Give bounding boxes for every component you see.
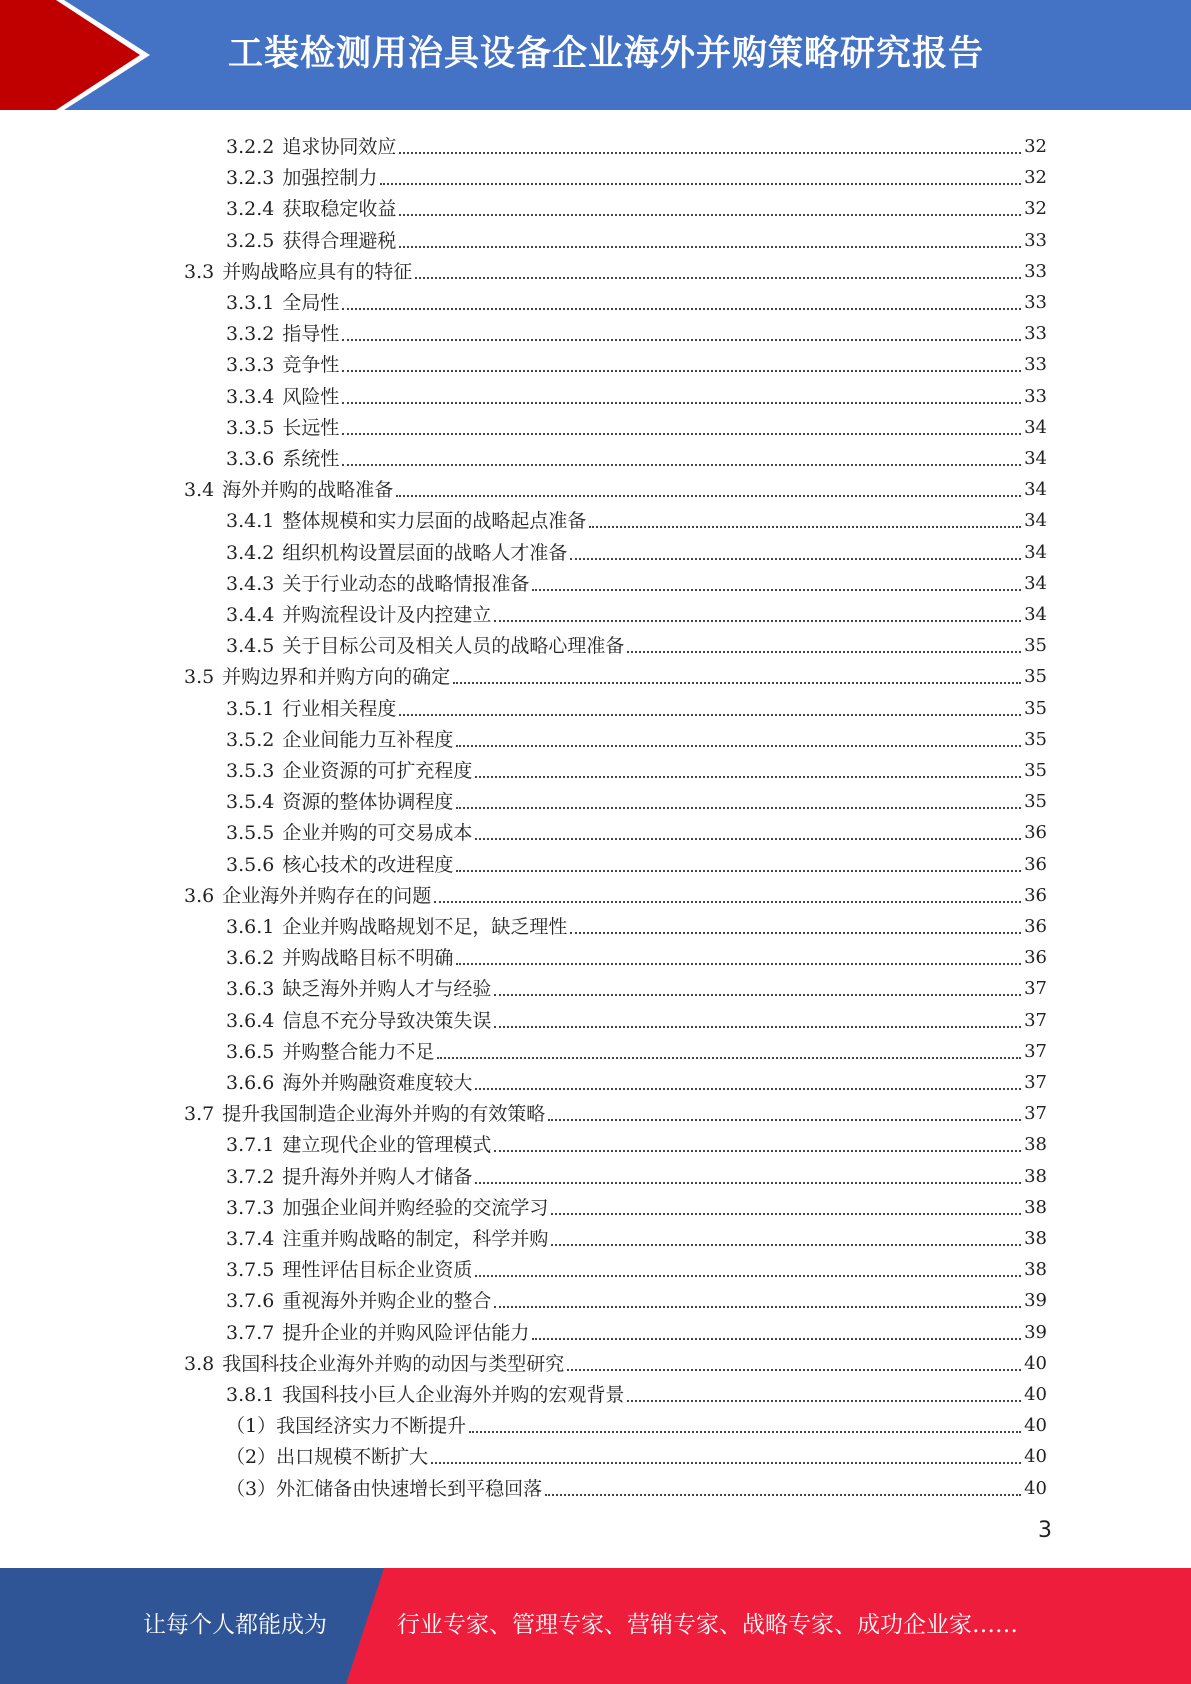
toc-entry-title: 企业并购的可交易成本 — [282, 822, 473, 845]
toc-entry[interactable] — [184, 1095, 1047, 1126]
toc-entry-number: 3.6 — [184, 884, 215, 907]
toc-entry-number: 3.7.1 — [226, 1134, 275, 1157]
toc-entry[interactable] — [226, 284, 1047, 315]
toc-entry-page: 38 — [1024, 1165, 1047, 1187]
toc-dot-leader — [570, 558, 1021, 560]
toc-entry[interactable] — [226, 502, 1047, 533]
toc-entry-number: 3.7.7 — [226, 1321, 275, 1344]
toc-entry-number: （1） — [226, 1415, 277, 1438]
toc-entry-number: 3.5.3 — [226, 760, 275, 782]
toc-entry-title: 建立现代企业的管理模式 — [282, 1134, 492, 1157]
toc-entry-page: 36 — [1024, 884, 1047, 906]
toc-dot-leader — [551, 1244, 1021, 1246]
toc-dot-leader — [475, 1182, 1021, 1184]
toc-dot-leader — [456, 745, 1021, 747]
toc-entry-number: 3.7.2 — [226, 1165, 275, 1188]
toc-dot-leader — [380, 183, 1021, 185]
toc-entry-title: 获得合理避税 — [282, 229, 397, 252]
toc-entry-page: 33 — [1024, 292, 1047, 313]
toc-entry-title: 外汇储备由快速增长到平稳回落 — [276, 1477, 543, 1500]
toc-entry[interactable] — [226, 159, 1047, 190]
toc-entry-number: 3.6.6 — [226, 1072, 275, 1094]
toc-entry-number: 3.4.1 — [226, 510, 275, 533]
toc-dot-leader — [399, 246, 1021, 248]
toc-entry-title: 组织机构设置层面的战略人才准备 — [282, 541, 568, 564]
toc-entry-page: 39 — [1024, 1321, 1047, 1343]
toc-entry-number: 3.8 — [184, 1352, 215, 1375]
toc-entry-title: 资源的整体协调程度 — [282, 791, 454, 814]
toc-dot-leader — [342, 308, 1021, 310]
toc-entry-page: 39 — [1024, 1290, 1047, 1312]
toc-entry-number: 3.6.3 — [226, 978, 275, 1001]
toc-entry-number: 3.8.1 — [226, 1384, 275, 1406]
toc-entry[interactable] — [226, 627, 1047, 658]
toc-entry-title: 出口规模不断扩大 — [276, 1446, 429, 1469]
toc-entry-number: 3.4.2 — [226, 541, 275, 564]
toc-entry-title: 风险性 — [282, 385, 340, 408]
toc-entry[interactable] — [226, 1314, 1047, 1345]
toc-entry-number: 3.5.1 — [226, 697, 275, 720]
toc-dot-leader — [494, 1026, 1021, 1028]
toc-entry-title: 指导性 — [282, 323, 340, 346]
toc-entry-page: 33 — [1024, 229, 1047, 251]
toc-entry-page: 37 — [1024, 1009, 1047, 1031]
toc-entry[interactable] — [184, 1345, 1047, 1376]
page-number: 3 — [1038, 1518, 1052, 1543]
toc-dot-leader — [342, 370, 1021, 372]
toc-entry[interactable] — [226, 970, 1047, 1001]
toc-dot-leader — [342, 402, 1021, 404]
toc-entry-page: 36 — [1024, 853, 1047, 875]
toc-entry[interactable] — [226, 440, 1047, 471]
toc-entry[interactable] — [226, 1002, 1047, 1033]
toc-entry-title: 海外并购融资难度较大 — [282, 1072, 473, 1094]
toc-entry-number: 3.6.1 — [226, 916, 275, 938]
toc-entry[interactable] — [226, 1220, 1047, 1251]
toc-entry-page: 34 — [1024, 416, 1047, 438]
toc-entry[interactable] — [184, 877, 1047, 908]
toc-entry-title: 系统性 — [282, 448, 340, 470]
toc-entry-title: 整体规模和实力层面的战略起点准备 — [282, 510, 587, 533]
toc-dot-leader — [342, 339, 1021, 341]
toc-entry[interactable] — [226, 1470, 1047, 1501]
toc-entry-title: 提升我国制造企业海外并购的有效策略 — [222, 1103, 546, 1126]
toc-dot-leader — [494, 994, 1021, 996]
footer-slogan-right: 行业专家、管理专家、营销专家、战略专家、成功企业家…… — [397, 1612, 1018, 1638]
toc-entry-number: 3.5.5 — [226, 822, 275, 845]
toc-dot-leader — [399, 214, 1021, 216]
toc-entry-number: 3.5.2 — [226, 728, 275, 751]
toc-entry-title: 并购战略应具有的特征 — [222, 260, 413, 283]
toc-entry-page: 40 — [1024, 1384, 1047, 1405]
toc-entry[interactable] — [226, 596, 1047, 627]
toc-entry[interactable] — [226, 315, 1047, 346]
toc-entry-title: 缺乏海外并购人才与经验 — [282, 978, 492, 1001]
toc-dot-leader — [396, 495, 1021, 497]
toc-entry[interactable] — [226, 1033, 1047, 1064]
toc-entry-number: 3.3.5 — [226, 416, 275, 439]
toc-entry-title: 并购战略目标不明确 — [282, 947, 454, 970]
toc-entry-number: 3.2.4 — [226, 198, 275, 221]
toc-entry-page: 37 — [1024, 978, 1047, 1000]
toc-entry-title: 并购边界和并购方向的确定 — [222, 666, 451, 689]
toc-entry-number: 3.5.4 — [226, 791, 275, 814]
toc-entry-number: 3.7.6 — [226, 1290, 275, 1313]
toc-entry-number: 3.6.4 — [226, 1009, 275, 1032]
toc-entry[interactable] — [226, 908, 1047, 939]
toc-dot-leader — [494, 620, 1021, 622]
toc-entry-title: 注重并购战略的制定，科学并购 — [282, 1228, 549, 1250]
toc-entry-page: 40 — [1024, 1477, 1047, 1499]
toc-entry-title: 海外并购的战略准备 — [222, 479, 394, 502]
toc-entry-page: 34 — [1024, 479, 1047, 501]
toc-entry-page: 38 — [1024, 1228, 1047, 1249]
toc-entry-number: （2） — [226, 1446, 277, 1469]
toc-entry-page: 38 — [1024, 1134, 1047, 1156]
toc-entry-title: 并购整合能力不足 — [282, 1040, 435, 1063]
toc-entry-page: 37 — [1024, 1040, 1047, 1062]
toc-entry-title: 竞争性 — [282, 354, 340, 377]
toc-dot-leader — [399, 714, 1021, 716]
toc-entry-page: 35 — [1024, 697, 1047, 719]
toc-entry[interactable] — [226, 565, 1047, 596]
toc-entry-number: （3） — [226, 1477, 277, 1500]
toc-entry-title: 全局性 — [282, 292, 340, 314]
toc-entry-title: 提升海外并购人才储备 — [282, 1165, 473, 1188]
toc-entry-page: 35 — [1024, 666, 1047, 688]
toc-dot-leader — [532, 589, 1021, 591]
toc-entry-number: 3.4.4 — [226, 604, 275, 626]
toc-entry-number: 3.5.6 — [226, 853, 275, 876]
toc-entry-page: 34 — [1024, 572, 1047, 594]
toc-entry-page: 32 — [1024, 167, 1047, 189]
toc-dot-leader — [456, 963, 1021, 965]
toc-dot-leader — [342, 464, 1021, 466]
toc-dot-leader — [627, 1400, 1021, 1402]
toc-dot-leader — [475, 838, 1021, 840]
toc-dot-leader — [437, 1057, 1021, 1059]
toc-entry-page: 33 — [1024, 323, 1047, 345]
toc-entry-title: 我国科技小巨人企业海外并购的宏观背景 — [282, 1384, 625, 1406]
toc-entry-title: 长远性 — [282, 416, 340, 439]
toc-entry-number: 3.3 — [184, 260, 215, 283]
toc-entry-page: 38 — [1024, 1196, 1047, 1218]
toc-entry[interactable] — [226, 378, 1047, 409]
toc-entry-page: 36 — [1024, 822, 1047, 844]
toc-entry[interactable] — [226, 1407, 1047, 1438]
toc-entry[interactable] — [226, 409, 1047, 440]
toc-entry-number: 3.4.3 — [226, 572, 275, 595]
toc-entry-page: 34 — [1024, 604, 1047, 625]
toc-dot-leader — [342, 433, 1021, 435]
toc-entry-page: 34 — [1024, 448, 1047, 469]
toc-entry-number: 3.4.5 — [226, 635, 275, 658]
toc-entry-page: 40 — [1024, 1415, 1047, 1437]
toc-entry-title: 重视海外并购企业的整合 — [282, 1290, 492, 1313]
toc-entry[interactable] — [226, 190, 1047, 221]
toc-entry-title: 理性评估目标企业资质 — [282, 1259, 473, 1282]
toc-entry-number: 3.2.5 — [226, 229, 275, 252]
toc-entry-number: 3.4 — [184, 479, 215, 502]
toc-entry-number: 3.7.5 — [226, 1259, 275, 1282]
toc-entry[interactable] — [226, 752, 1047, 783]
toc-dot-leader — [434, 901, 1021, 903]
toc-entry[interactable] — [226, 1282, 1047, 1313]
toc-entry-page: 33 — [1024, 385, 1047, 407]
toc-entry-page: 35 — [1024, 760, 1047, 781]
toc-entry[interactable] — [226, 690, 1047, 721]
toc-entry-title: 我国科技企业海外并购的动因与类型研究 — [222, 1352, 565, 1375]
toc-dot-leader — [456, 807, 1021, 809]
toc-entry-page: 32 — [1024, 136, 1047, 157]
toc-dot-leader — [475, 1275, 1021, 1277]
toc-entry[interactable] — [226, 1251, 1047, 1282]
toc-entry-title: 追求协同效应 — [282, 136, 397, 158]
toc-entry[interactable] — [226, 1376, 1047, 1407]
toc-dot-leader — [494, 1306, 1021, 1308]
toc-entry-number: 3.5 — [184, 666, 215, 689]
toc-entry-page: 36 — [1024, 916, 1047, 937]
toc-dot-leader — [494, 1150, 1021, 1152]
chevron-arrow-icon — [0, 0, 160, 110]
toc-entry-title: 核心技术的改进程度 — [282, 853, 454, 876]
toc-entry[interactable] — [226, 1158, 1047, 1189]
toc-entry-page: 40 — [1024, 1352, 1047, 1374]
toc-entry[interactable] — [184, 253, 1047, 284]
toc-dot-leader — [431, 1462, 1021, 1464]
toc-entry-title: 行业相关程度 — [282, 697, 397, 720]
toc-entry-title: 关于目标公司及相关人员的战略心理准备 — [282, 635, 625, 658]
toc-dot-leader — [567, 1369, 1021, 1371]
toc-dot-leader — [545, 1494, 1021, 1496]
toc-entry[interactable] — [226, 222, 1047, 253]
toc-dot-leader — [453, 682, 1021, 684]
toc-dot-leader — [570, 932, 1021, 934]
toc-entry[interactable] — [226, 939, 1047, 970]
toc-entry[interactable] — [226, 783, 1047, 814]
toc-dot-leader — [475, 776, 1021, 778]
toc-dot-leader — [627, 651, 1021, 653]
toc-entry-number: 3.3.3 — [226, 354, 275, 377]
toc-entry-number: 3.3.4 — [226, 385, 275, 408]
toc-entry-number: 3.7.4 — [226, 1228, 275, 1250]
toc-dot-leader — [589, 526, 1021, 528]
toc-dot-leader — [551, 1213, 1021, 1215]
header-banner — [0, 0, 1191, 110]
toc-entry-page: 40 — [1024, 1446, 1047, 1468]
toc-entry-page: 34 — [1024, 510, 1047, 532]
toc-entry-title: 获取稳定收益 — [282, 198, 397, 221]
toc-entry[interactable] — [184, 471, 1047, 502]
toc-entry-title: 我国经济实力不断提升 — [276, 1415, 467, 1438]
toc-entry-title: 信息不充分导致决策失误 — [282, 1009, 492, 1032]
toc-entry[interactable] — [226, 1189, 1047, 1220]
toc-dot-leader — [456, 870, 1021, 872]
toc-entry-number: 3.7 — [184, 1103, 215, 1126]
footer-slogan-left: 让每个人都能成为 — [143, 1612, 327, 1638]
toc-entry-number: 3.7.3 — [226, 1196, 275, 1219]
toc-entry-page: 33 — [1024, 354, 1047, 376]
toc-entry[interactable] — [226, 346, 1047, 377]
toc-dot-leader — [415, 277, 1021, 279]
toc-entry-page: 32 — [1024, 198, 1047, 220]
toc-entry[interactable] — [226, 846, 1047, 877]
toc-entry-title: 企业资源的可扩充程度 — [282, 760, 473, 782]
toc-entry-page: 33 — [1024, 260, 1047, 282]
toc-entry[interactable] — [226, 1064, 1047, 1095]
toc-entry-number: 3.2.2 — [226, 136, 275, 158]
toc-entry-title: 企业海外并购存在的问题 — [222, 884, 432, 907]
toc-entry-title: 提升企业的并购风险评估能力 — [282, 1321, 530, 1344]
report-title: 工装检测用治具设备企业海外并购策略研究报告 — [228, 34, 985, 74]
toc-entry-page: 34 — [1024, 541, 1047, 563]
toc-entry-page: 37 — [1024, 1103, 1047, 1125]
toc-entry-title: 并购流程设计及内控建立 — [282, 604, 492, 626]
toc-entry-number: 3.3.2 — [226, 323, 275, 346]
toc-entry[interactable] — [226, 1126, 1047, 1157]
toc-entry-number: 3.3.6 — [226, 448, 275, 470]
toc-dot-leader — [469, 1431, 1021, 1433]
toc-entry-number: 3.6.5 — [226, 1040, 275, 1063]
toc-entry-page: 37 — [1024, 1072, 1047, 1093]
toc-entry-number: 3.2.3 — [226, 167, 275, 190]
toc-entry[interactable] — [226, 534, 1047, 565]
toc-entry-title: 企业间能力互补程度 — [282, 728, 454, 751]
toc-entry-page: 36 — [1024, 947, 1047, 969]
toc-dot-leader — [475, 1088, 1021, 1090]
toc-entry-number: 3.3.1 — [226, 292, 275, 314]
toc-entry[interactable] — [226, 128, 1047, 159]
toc-dot-leader — [399, 152, 1021, 154]
toc-entry-page: 35 — [1024, 728, 1047, 750]
toc-entry[interactable] — [184, 658, 1047, 689]
toc-entry-page: 35 — [1024, 791, 1047, 813]
footer-banner — [0, 1568, 1191, 1684]
toc-entry-title: 加强控制力 — [282, 167, 378, 190]
toc-dot-leader — [548, 1119, 1021, 1121]
toc-entry[interactable] — [226, 721, 1047, 752]
toc-entry-title: 企业并购战略规划不足，缺乏理性 — [282, 916, 568, 938]
toc-entry-title: 加强企业间并购经验的交流学习 — [282, 1196, 549, 1219]
toc-entry-number: 3.6.2 — [226, 947, 275, 970]
toc-entry-page: 38 — [1024, 1259, 1047, 1281]
toc-entry[interactable] — [226, 1438, 1047, 1469]
toc-entry-page: 35 — [1024, 635, 1047, 657]
toc-entry-title: 关于行业动态的战略情报准备 — [282, 572, 530, 595]
toc-dot-leader — [532, 1338, 1021, 1340]
toc-entry[interactable] — [226, 814, 1047, 845]
